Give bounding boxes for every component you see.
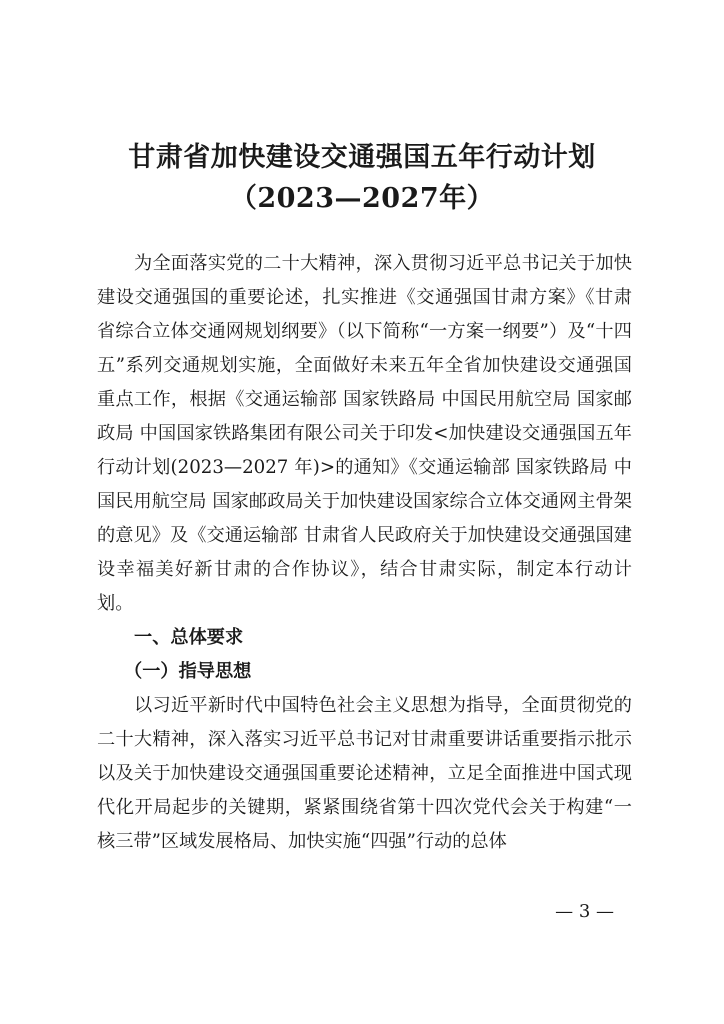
intro-paragraph: 为全面落实党的二十大精神，深入贯彻习近平总书记关于加快建设交通强国的重要论述，扎实推进《交通强国甘肃方案》《甘肃省综合立体交通网规划纲要》（以下简称“一方案一纲要”）及“十四五”系列交通规划实施，全面做好未来五年全省加快建设交通强国重点工作，根据《交通运输部 国家铁路局 中国民用航空局 国家邮政局 中国国家铁路集团有限公司关于印发<加快建设交通强国五年行动计划(2023—2027 年)>的通知》《交通运输部 国家铁路局 中国民用航空局 国家邮政局关于加快建设国家综合立体交通网主骨架的意见》及《交通运输部 甘肃省人民政府关于加快建设交通强国建设幸福美好新甘肃的合作协议》，结合甘肃实际，制定本行动计划。 [97, 253, 632, 614]
document-body [97, 247, 632, 859]
guiding-thought-paragraph: 以习近平新时代中国特色社会主义思想为指导，全面贯彻党的二十大精神，深入落实习近平总书记对甘肃重要讲话重要指示批示以及关于加快建设交通强国重要论述精神，立足全面推进中国式现代化开局起步的关键期，紧紧围绕省第十四次党代会关于构建“一核三带”区域发展格局、加快实施“四强”行动的总体 [97, 695, 632, 852]
page-number: — 3 — [555, 901, 614, 922]
subsection-heading: （一）指导思想 [124, 661, 252, 682]
document-subtitle-years: （2023—2027年） [229, 183, 495, 214]
section-heading: 一、总体要求 [134, 627, 244, 648]
document-title: 甘肃省加快建设交通强国五年行动计划 [128, 142, 596, 173]
